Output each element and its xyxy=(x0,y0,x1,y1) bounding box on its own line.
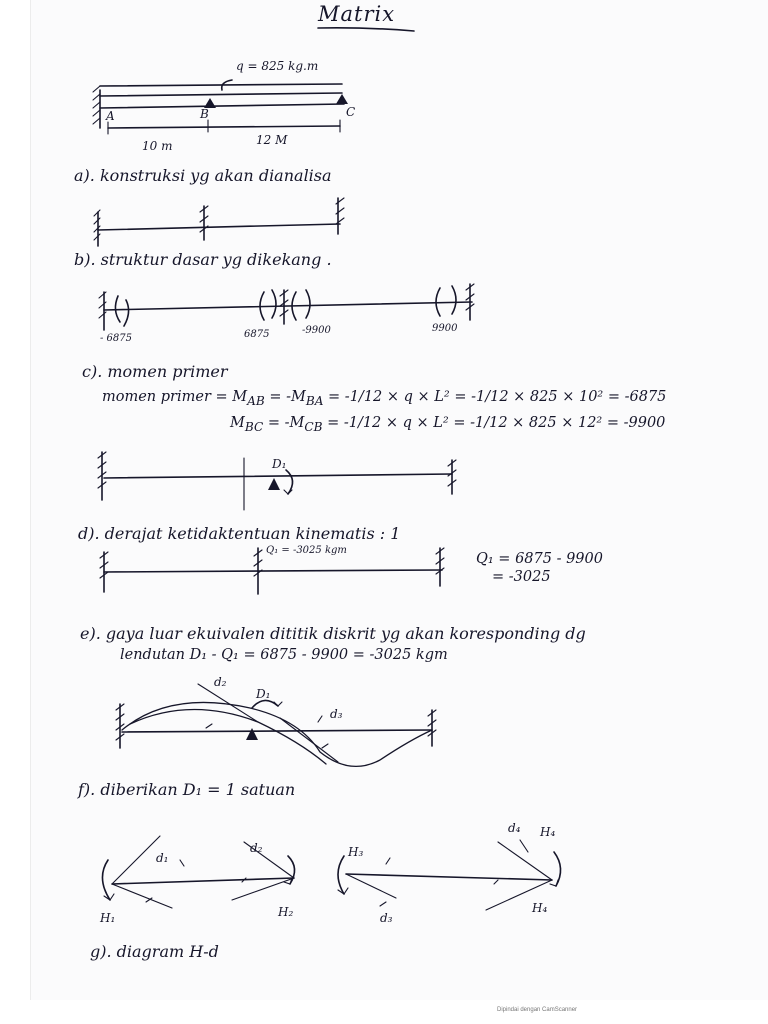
load-line-bottom xyxy=(100,93,342,96)
unit-d4-label: d₄ xyxy=(508,821,521,835)
unit-h1-label: H₁ xyxy=(100,911,116,925)
unit-d2-label: d₂ xyxy=(250,841,263,855)
unit-d3-label: d₃ xyxy=(380,911,393,925)
q1-equation-line-1: Q₁ = 6875 - 9900 xyxy=(476,551,603,567)
span-2-label: 12 M xyxy=(256,133,288,147)
support-c-symbol xyxy=(336,94,348,104)
fem-eq2-sub-bc: BC xyxy=(244,419,264,434)
step-b-text: b). struktur dasar yg dikekang . xyxy=(74,250,332,269)
unit-h4-bottom-label: H₄ xyxy=(532,901,548,915)
unit-h3-label: H₃ xyxy=(348,845,364,859)
element-left xyxy=(102,836,294,908)
title-underline xyxy=(318,28,414,31)
moment-ab-value: - 6875 xyxy=(100,333,133,344)
unit-h4-top-label: H₄ xyxy=(540,825,556,839)
fem-equation-2 xyxy=(230,416,665,433)
moment-cb-value: 9900 xyxy=(432,323,458,334)
beam-analyzed xyxy=(94,198,344,246)
fem-eq1-rest: = -1/12 × q × L² = -1/12 × 825 × 10² = -6875 xyxy=(328,389,667,405)
deflect-d1-label: D₁ xyxy=(256,687,271,701)
beam-main xyxy=(93,80,348,134)
span-1-label: 10 m xyxy=(142,139,173,153)
step-e-text-1: e). gaya luar ekuivalen dititik diskrit yg akan koresponding dg xyxy=(80,624,586,643)
deflect-d3-label: d₃ xyxy=(330,707,343,721)
fem-eq1-body: = -M xyxy=(269,389,306,405)
load-label: q = 825 kg.m xyxy=(236,59,319,73)
support-a-label: A xyxy=(106,109,115,123)
fem-eq2-body: = -M xyxy=(267,415,305,431)
step-d-text: d). derajat ketidaktentuan kinematis : 1 xyxy=(78,524,401,543)
beam-deflected xyxy=(116,684,436,766)
load-line-top xyxy=(100,84,342,86)
fem-eq2-rest: = -1/12 × q × L² = -1/12 × 825 × 12² = -9900 xyxy=(327,415,666,431)
fem-eq1-prefix: momen primer = M xyxy=(102,389,248,405)
step-a-text: a). konstruksi yg akan dianalisa xyxy=(74,166,332,185)
fem-eq1-sub-ab: AB xyxy=(247,393,265,408)
element-right xyxy=(338,840,561,910)
d1-label: D₁ xyxy=(272,457,287,471)
scanner-watermark: Dipindai dengan CamScanner xyxy=(497,1007,578,1013)
support-b-label: B xyxy=(200,107,209,121)
q1-beam-label: Q₁ = -3025 kgm xyxy=(266,545,347,556)
dimension-line xyxy=(108,126,340,128)
fem-eq2-sub-cb: CB xyxy=(304,419,323,434)
step-f-text: f). diberikan D₁ = 1 satuan xyxy=(78,780,296,799)
fem-equation-1 xyxy=(102,390,666,407)
fem-eq1-sub-ba: BA xyxy=(305,393,324,408)
moment-bc-value: -9900 xyxy=(302,325,331,336)
deflect-d2-label: d₂ xyxy=(214,675,227,689)
fem-eq2-prefix: M xyxy=(230,415,245,431)
step-e-text-2: lendutan D₁ - Q₁ = 6875 - 9900 = -3025 kgm xyxy=(120,647,448,663)
step-c-text: c). momen primer xyxy=(82,362,228,381)
support-c-label: C xyxy=(346,105,356,119)
moment-ba-value: 6875 xyxy=(244,329,270,340)
beam-restrained xyxy=(99,284,474,330)
q1-equation-line-2: = -3025 xyxy=(492,569,551,585)
page-title: Matrix xyxy=(318,2,396,26)
unit-h2-label: H₂ xyxy=(278,905,294,919)
step-g-text: g). diagram H-d xyxy=(90,942,219,961)
unit-d1-label: d₁ xyxy=(156,851,169,865)
beam-axis xyxy=(100,104,344,108)
